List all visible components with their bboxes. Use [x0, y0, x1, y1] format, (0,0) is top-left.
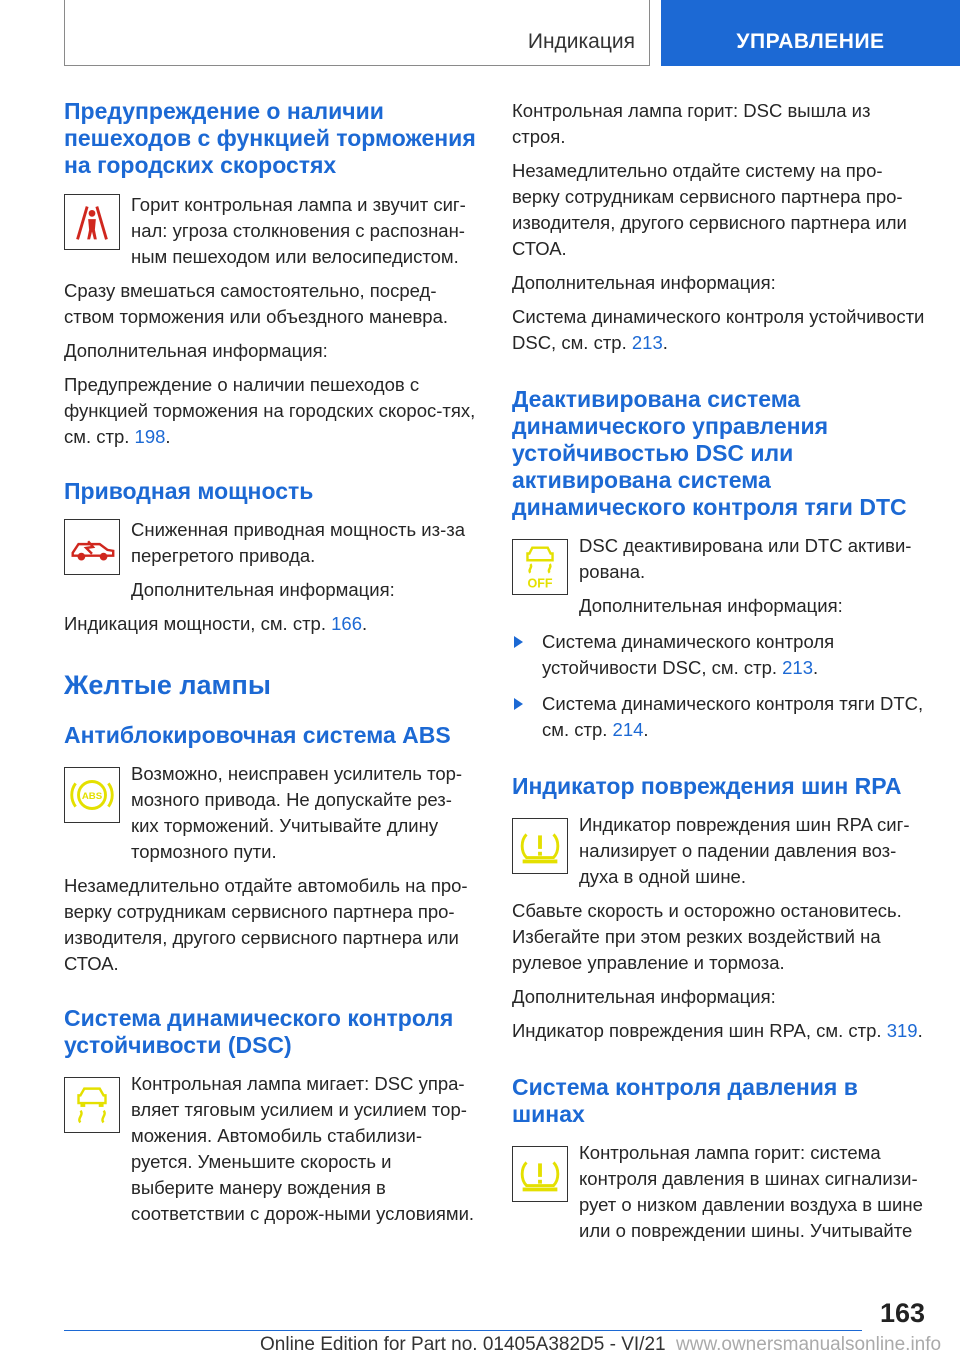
heading-rpa: Индикатор повреждения шин RPA [512, 773, 902, 799]
dsc-ref-link[interactable]: 213 [631, 332, 663, 353]
svg-text:ABS: ABS [81, 790, 103, 802]
rpa-reference: Индикатор повреждения шин RPA, см. стр. 319. [512, 1020, 923, 1041]
header-section-label: Индикация [527, 30, 635, 53]
pedestrian-warning-icon [64, 194, 120, 250]
heading-dsc-deactivated: Деактивирована система динамического управления устойчивостью DSC или активирована система динамического контроля тяги DTC [512, 386, 907, 520]
heading-dsc: Система динамического контроля устойчивости (DSC) [64, 1005, 454, 1058]
dsc-failure-paragraph: Незамедлительно отдайте систему на про-верку сотрудникам сервисного партнера про-изводителя, другого сервисного партнера или СТОА. [512, 160, 907, 259]
dsc-off-more-info: Дополнительная информация: [579, 595, 843, 616]
warning-abs [64, 761, 478, 865]
dsc-ref-link-2[interactable]: 213 [782, 657, 814, 678]
drivetrain-warning-icon [64, 519, 120, 575]
dsc-off-icon [512, 539, 568, 595]
rpa-more-info: Дополнительная информация: [512, 986, 776, 1007]
warning-rpa [512, 812, 926, 890]
abs-warning-text: Возможно, неисправен усилитель тор-мозного привода. Не допускайте рез-ких торможений. Учитывайте длину тормозного пути. [131, 763, 463, 862]
triangle-bullet-icon [514, 698, 523, 710]
dsc-warning-text: Контрольная лампа мигает: DSC упра-вляет тяговым усилием и усилием тор-можения. Автомобиль стабилизи-руется. Уменьшите скорость и выберите манеру вождения в соответствии с дорож-ными условиями. [131, 1073, 475, 1224]
tire-pressure-icon [512, 818, 568, 874]
rpa-paragraph: Сбавьте скорость и осторожно остановитесь. Избегайте при этом резких воздействий на рулевое управление и тормоза. [512, 900, 902, 973]
list-item: Система динамического контроля устойчивости DSC, см. стр. 213. [512, 629, 926, 681]
warning-drive-power [64, 517, 478, 569]
header-chapter-tab[interactable] [661, 0, 960, 66]
page-number: 163 [880, 1298, 926, 1328]
pedestrian-more-info: Дополнительная информация: [64, 340, 328, 361]
abs-warning-icon [64, 767, 120, 823]
triangle-bullet-icon [514, 636, 523, 648]
heading-tire-pressure: Система контроля давления в шинах [512, 1074, 858, 1127]
header-section-box [64, 0, 650, 66]
dsc-reference: Система динамического контроля устойчивости DSC, см. стр. 213. [512, 306, 925, 353]
header-chapter-label: УПРАВЛЕНИЕ [736, 30, 885, 53]
footer-divider [64, 1330, 862, 1331]
drive-power-reference: Индикация мощности, см. стр. 166. [64, 613, 368, 634]
warning-dsc [64, 1071, 478, 1227]
tire-pressure-icon-2 [512, 1146, 568, 1202]
drive-power-ref-link[interactable]: 166 [331, 613, 363, 634]
tire-pressure-warning-text: Контрольная лампа горит: система контроля давления в шинах сигнализи-рует о низком давлении воздуха в шине или о повреждении шины. Учитывайте [579, 1142, 923, 1241]
pedestrian-reference: Предупреждение о наличии пешеходов с функцией торможения на городских скорос-тях, см. стр. 198. [64, 374, 476, 447]
abs-paragraph: Незамедлительно отдайте автомобиль на про-верку сотрудникам сервисного партнера про-изводителя, другого сервисного партнера или СТОА. [64, 875, 468, 974]
pedestrian-paragraph: Сразу вмешаться самостоятельно, посред-ством торможения или объездного маневра. [64, 280, 449, 327]
heading-drive-power: Приводная мощность [64, 478, 314, 504]
dsc-failure-text: Контрольная лампа горит: DSC вышла из строя. [512, 100, 871, 147]
dsc-off-warning-text: DSC деактивирована или DTC активи-рована. [579, 535, 912, 582]
right-column [512, 98, 926, 1244]
warning-pedestrian [64, 192, 478, 270]
svg-text:OFF: OFF [527, 576, 553, 591]
rpa-warning-text: Индикатор повреждения шин RPA сиг-нализирует о падении давления воз-духа в одной шине. [579, 814, 910, 887]
footer-edition: Online Edition for Part no. 01405A382D5 - VI/21 [260, 1334, 666, 1355]
dsc-off-reference-list [512, 629, 926, 743]
footer-watermark: www.ownersmanualsonline.info [676, 1334, 942, 1355]
warning-dsc-off [512, 533, 926, 591]
dsc-ref-text: Система динамического контроля устойчивости DSC, см. стр. [512, 306, 925, 353]
heading-yellow-lamps: Желтые лампы [64, 670, 271, 700]
drive-power-more-info: Дополнительная информация: [131, 579, 395, 600]
heading-abs: Антиблокировочная система ABS [64, 722, 451, 748]
pedestrian-ref-text: Предупреждение о наличии пешеходов с функцией торможения на городских скорос-тях, см. стр. [64, 374, 476, 447]
rpa-ref-text: Индикатор повреждения шин RPA, см. стр. [512, 1020, 887, 1041]
list-item: Система динамического контроля тяги DTC, см. стр. 214. [512, 691, 926, 743]
drive-power-ref-text: Индикация мощности, см. стр. [64, 613, 332, 634]
rpa-ref-link[interactable]: 319 [886, 1020, 918, 1041]
left-column [64, 98, 478, 1227]
warning-tire-pressure [512, 1140, 926, 1244]
heading-pedestrian-warning: Предупреждение о наличии пешеходов с функцией торможения на городских скоростях [64, 98, 476, 178]
dsc-stability-icon [64, 1077, 120, 1133]
dsc-more-info: Дополнительная информация: [512, 272, 776, 293]
dtc-ref-link[interactable]: 214 [612, 719, 644, 740]
drive-power-warning-text: Сниженная приводная мощность из-за перегретого привода. [131, 519, 466, 566]
pedestrian-ref-link[interactable]: 198 [134, 426, 166, 447]
pedestrian-warning-text: Горит контрольная лампа и звучит сиг-нал: угроза столкновения с распознан-ным пешеходом или велосипедистом. [131, 194, 466, 267]
